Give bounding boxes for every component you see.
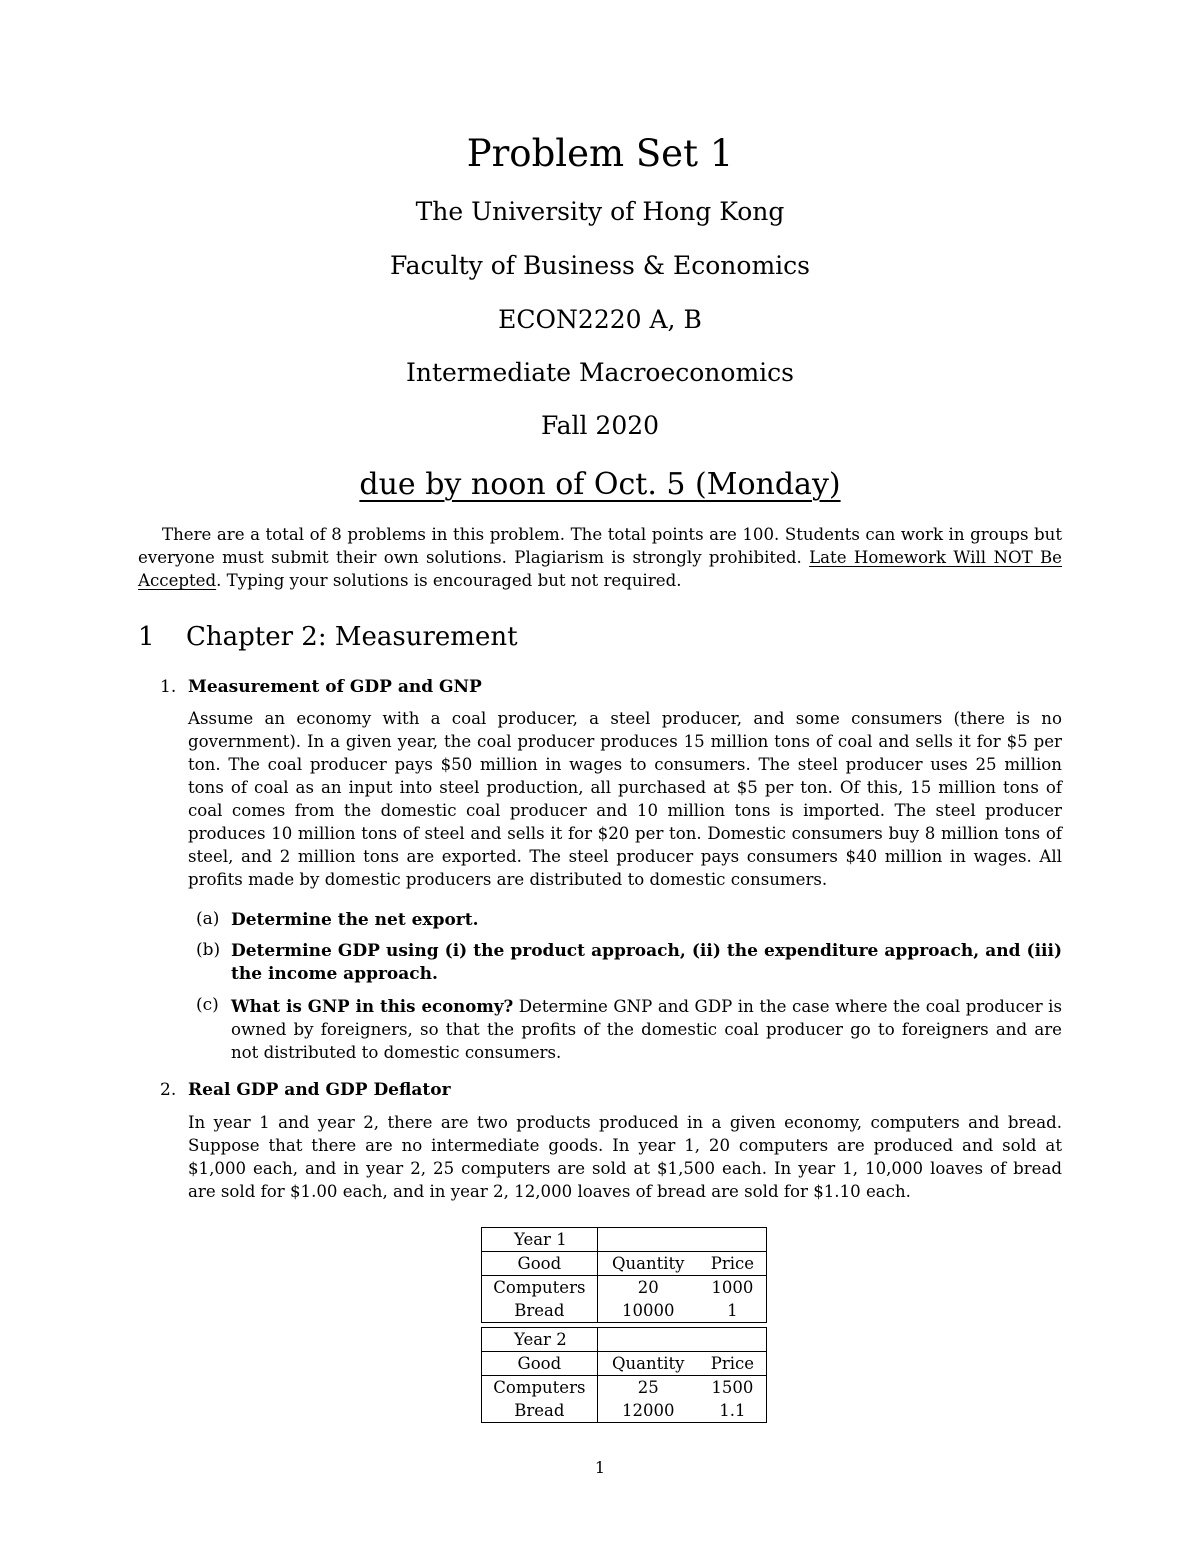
problem-2-number: 2. [160,1080,177,1100]
university-name: The University of Hong Kong [415,197,785,226]
table-cell: 1000 [699,1276,767,1300]
problem-1-title: Measurement of GDP and GNP [188,677,482,697]
part-a-text: Determine the net export. [231,910,479,930]
table-header: Price [699,1352,767,1376]
faculty-name: Faculty of Business & Economics [389,251,810,280]
late-policy: Late Homework Will NOT Be Accepted [138,548,1062,590]
table-block-label: Year 2 [482,1328,598,1352]
part-a-label: (a) [196,909,220,929]
problem-2-body: In year 1 and year 2, there are two products produced in a given economy, computers and bread. Suppose that there are no intermediate goods. In year 1, 20 computers are produced and sold at $1,000 each, and in year 2, 25 computers are sold at $1,500 each. In year 1, 10,000 loaves of bread are sold for $1.00 each, and in year 2, 12,000 loaves of bread are sold for $1.10 each. [188,1113,1062,1201]
table-header: Good [482,1352,598,1376]
course-code: ECON2220 A, B [498,305,702,334]
data-table [481,1227,767,1423]
part-b-text: Determine GDP using (i) the product approach, (ii) the expenditure approach, and (iii) the income approach. [231,941,1062,984]
table-cell: 25 [597,1376,699,1400]
page-number: 1 [594,1458,606,1477]
problem-1-body: Assume an economy with a coal producer, a steel producer, and some consumers (there is no government). In a given year, the coal producer produces 15 million tons of coal and sells it for $5 per ton. The coal producer pays $50 million in wages to consumers. The steel producer uses 25 million tons of coal as an input into steel production, all purchased at $5 per ton. Of this, 15 million tons of coal comes from the domestic coal producer and 10 million tons is imported. The steel producer produces 10 million tons of steel and sells it for $20 per ton. Domestic consumers buy 8 million tons of steel, and 2 million tons are exported. The steel producer pays consumers $40 million in wages. All profits made by domestic producers are distributed to domestic consumers. [188,709,1062,889]
problem-2-title: Real GDP and GDP Deflator [188,1080,451,1100]
table-cell: Computers [482,1276,598,1300]
table-cell: 1 [699,1299,767,1323]
page-title: Problem Set 1 [466,132,734,175]
table-cell: 1500 [699,1376,767,1400]
section-number: 1 [138,622,155,652]
term: Fall 2020 [540,411,660,440]
part-b-label: (b) [196,940,221,960]
table-header: Quantity [597,1252,699,1276]
table-cell: Bread [482,1299,598,1323]
table-cell: 1.1 [699,1399,767,1423]
section-title: Chapter 2: Measurement [186,622,518,652]
problem-1-number: 1. [160,677,177,697]
table-cell: 20 [597,1276,699,1300]
table-block-label: Year 1 [482,1228,598,1252]
table-cell: 12000 [597,1399,699,1423]
table-header: Price [699,1252,767,1276]
due-date: due by noon of Oct. 5 (Monday) [359,467,841,502]
part-c-label: (c) [196,995,219,1015]
table-cell: 10000 [597,1299,699,1323]
part-c-text: What is GNP in this economy? Determine GNP and GDP in the case where the coal producer is owned by foreigners, so that the profits of the domestic coal producer go to foreigners and are not distributed to domestic consumers. [231,996,1062,1062]
course-name: Intermediate Macroeconomics [405,358,794,387]
table-header: Quantity [597,1352,699,1376]
table-cell: Computers [482,1376,598,1400]
table-header: Good [482,1252,598,1276]
table-cell: Bread [482,1399,598,1423]
intro-paragraph: There are a total of 8 problems in this problem. The total points are 100. Students can work in groups but everyone must submit their own solutions. Plagiarism is strongly prohibited. Late Homework Will NOT Be Accepted. Typing your solutions is encouraged but not required. [138,525,1062,590]
